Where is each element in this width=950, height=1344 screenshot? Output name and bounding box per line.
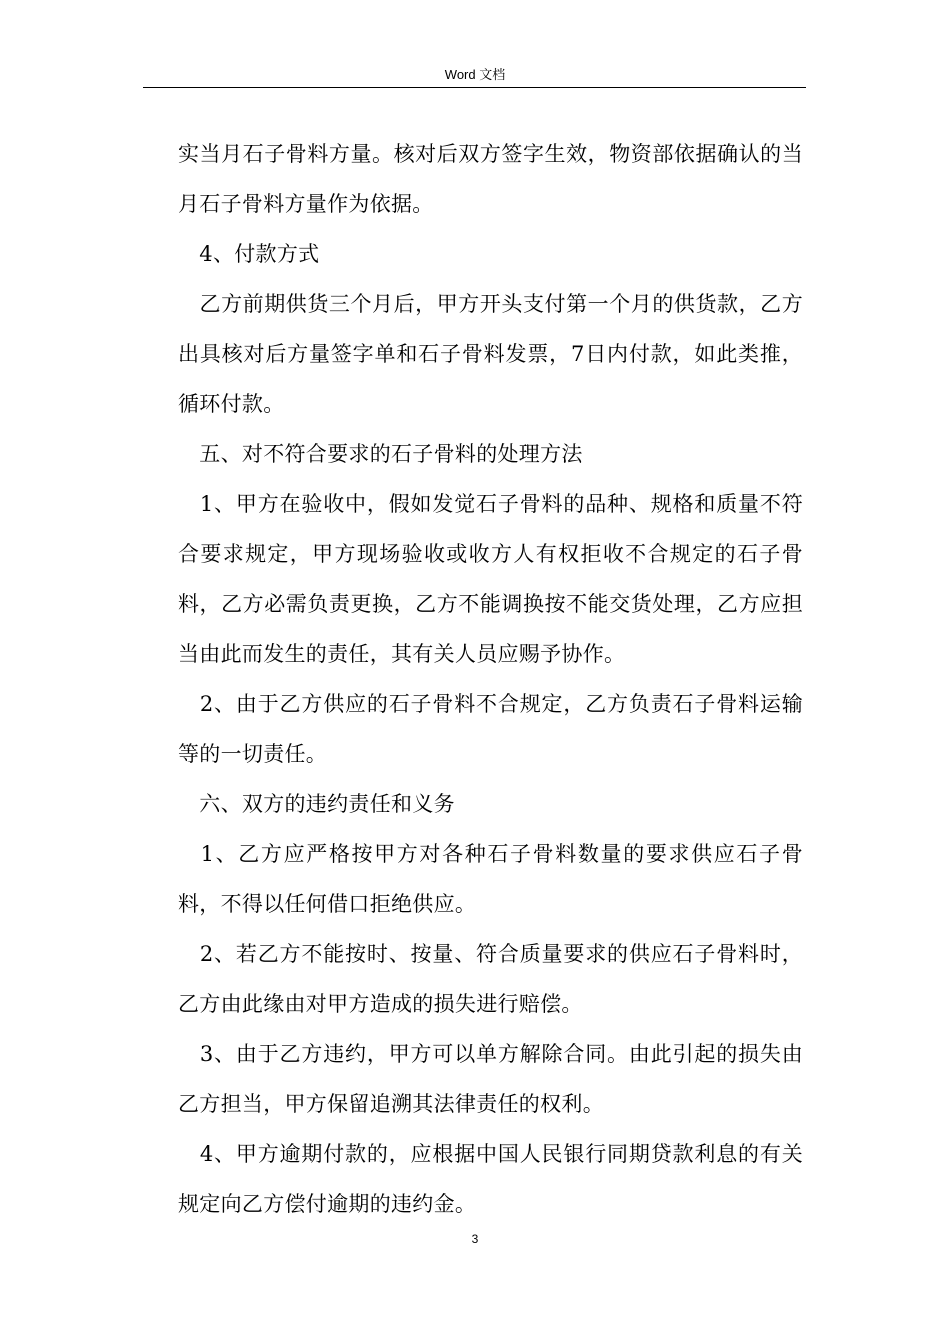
header-title: Word 文档 [444, 67, 506, 82]
paragraph-6-3: 3、由于乙方违约，甲方可以单方解除合同。由此引起的损失由乙方担当，甲方保留追溯其法律责任的权利。 [178, 1042, 803, 1116]
paragraph-5-2: 2、由于乙方供应的石子骨料不合规定，乙方负责石子骨料运输等的一切责任。 [178, 692, 803, 766]
section-heading-6: 六、双方的违约责任和义务 [178, 792, 455, 816]
paragraph-5-1: 1、甲方在验收中，假如发觉石子骨料的品种、规格和质量不符合要求规定，甲方现场验收或收方人有权拒收不合规定的石子骨料，乙方必需负责更换，乙方不能调换按不能交货处理，乙方应担当由此而发生的责任，其有关人员应赐予协作。 [178, 492, 803, 666]
header-divider [143, 87, 806, 88]
section-heading-5: 五、对不符合要求的石子骨料的处理方法 [178, 442, 583, 466]
page-number: 3 [471, 1232, 479, 1246]
paragraph-6-1: 1、乙方应严格按甲方对各种石子骨料数量的要求供应石子骨料，不得以任何借口拒绝供应。 [178, 842, 803, 916]
paragraph-payment-terms: 乙方前期供货三个月后，甲方开头支付第一个月的供货款，乙方出具核对后方量签字单和石子骨料发票，7日内付款，如此类推，循环付款。 [178, 292, 803, 416]
paragraph-6-2: 2、若乙方不能按时、按量、符合质量要求的供应石子骨料时，乙方由此缘由对甲方造成的损失进行赔偿。 [178, 942, 803, 1016]
paragraph-continuation: 实当月石子骨料方量。核对后双方签字生效，物资部依据确认的当月石子骨料方量作为依据。 [178, 142, 803, 216]
paragraph-6-4: 4、甲方逾期付款的，应根据中国人民银行同期贷款利息的有关规定向乙方偿付逾期的违约金。 [178, 1142, 803, 1216]
document-body [178, 129, 803, 1229]
paragraph-payment-heading: 4、付款方式 [178, 242, 320, 266]
